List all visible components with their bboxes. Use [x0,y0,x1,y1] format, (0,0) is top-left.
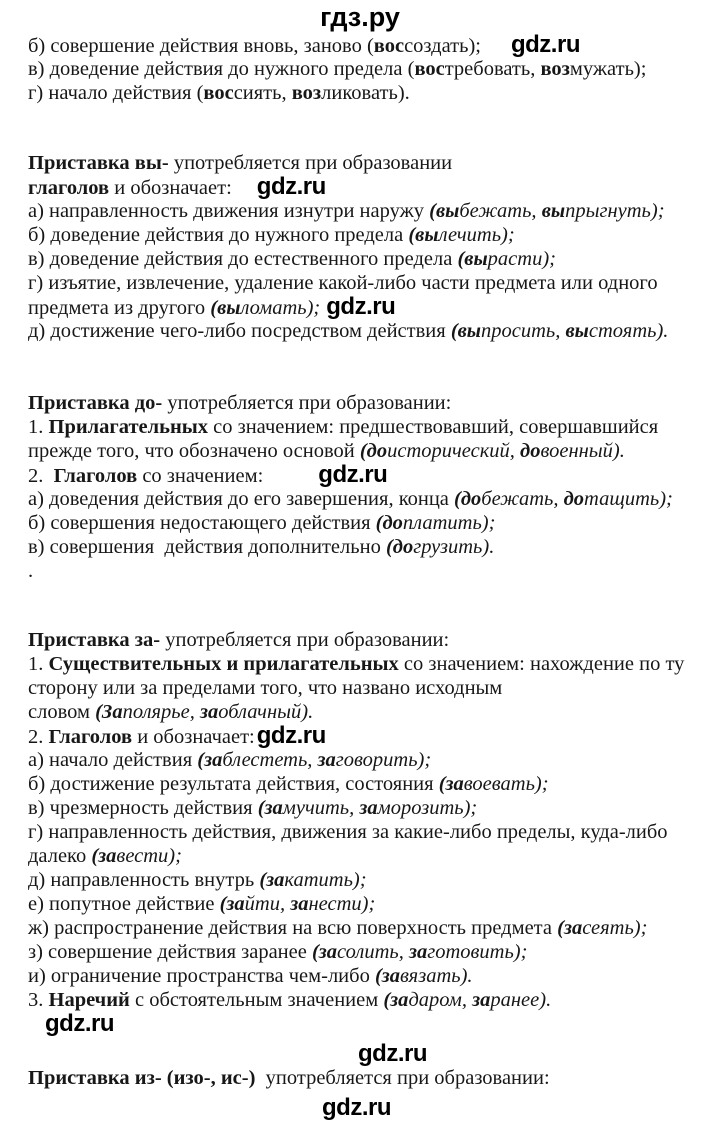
text-segment: употребляется при образовании: [260,1067,550,1089]
text-segment: употребляется при образовании: [165,629,450,651]
text-segment: тащить); [584,488,673,510]
text-segment: Приставка вы- [28,152,174,174]
text-segment: нести); [308,893,376,915]
text-line [28,1012,714,1036]
text-segment: (За [95,701,123,723]
text-segment: мужать); [569,58,647,80]
text-segment: г) начало действия ( [28,82,204,104]
text-segment: просить, [481,320,566,342]
gdz-watermark: gdz.ru [45,1010,114,1037]
text-line [28,559,714,583]
text-line [28,81,714,105]
text-segment: (до [454,488,482,510]
text-line [28,748,714,772]
text-line [28,439,714,463]
text-segment: Приставка до- [28,392,168,414]
text-segment: и обозначает: [137,726,255,748]
text-segment: употребляется при образовании: [167,392,452,414]
text-segment: (за [197,749,223,771]
text-segment: и обозначает: [114,177,232,199]
text-line [28,868,714,892]
text-line [28,295,714,319]
text-segment: Приставка из- (изо-, ис-) [28,1067,261,1089]
text-segment: далеко [28,845,92,867]
text-segment: сиять, [233,82,292,104]
text-line [28,175,714,199]
text-segment: (за [438,773,464,795]
text-segment: (вы [429,200,460,222]
document-body [0,33,720,1120]
text-segment: военный). [540,440,625,462]
text-segment: вести); [116,845,182,867]
text-segment: в) доведение действия до естественного предела [28,248,458,270]
gdz-watermark: gdz.ru [326,293,396,320]
text-line [28,391,714,415]
text-segment: за [359,797,378,819]
text-segment: употребляется при образовании [173,152,453,174]
text-segment: (вы [450,320,482,342]
text-segment: платить); [402,512,496,534]
gdz-watermark: gdz.ru [322,1094,391,1121]
section-prefix-vos-voz [28,33,714,105]
text-segment: ликовать). [321,82,410,104]
text-segment: в) совершения действия дополнительно [28,536,386,558]
text-segment: 1. [28,653,49,675]
text-segment: и) ограничение пространства чем-либо [28,965,375,987]
text-segment: д) достижение чего-либо посредством действия [28,320,451,342]
text-segment: прежде того, что обозначено основой [28,440,360,462]
text-line [28,652,714,676]
text-segment: словом [28,701,96,723]
text-line [28,319,714,343]
text-line [28,700,714,724]
text-segment: (за [383,989,409,1011]
text-segment: е) попутное действие [28,893,220,915]
text-segment: (за [257,797,283,819]
text-segment: сеять); [582,917,648,939]
text-segment: бежать, [481,488,564,510]
text-segment: за [472,989,491,1011]
text-segment: (вы [457,248,488,270]
text-segment: (до [375,512,403,534]
text-line [28,511,714,535]
text-segment: з) совершение действия заранее [28,941,312,963]
text-segment: бежать, [459,200,542,222]
text-segment: вязать). [400,965,473,987]
text-segment: блестеть, [222,749,318,771]
text-segment: а) начало действия [28,749,198,771]
text-segment: со значением: предшествовавший, совершавшийся [213,416,659,438]
text-segment: (до [359,440,388,462]
text-line [28,916,714,940]
text-line [28,151,714,175]
text-segment: (за [311,941,338,963]
text-segment: вос [203,82,234,104]
text-line [28,964,714,988]
text-segment: вы [541,200,566,222]
text-segment: со значением: нахождение по ту [403,653,685,675]
text-line [28,628,714,652]
text-line [28,940,714,964]
text-segment: солить, [337,941,409,963]
gdz-watermark: gdz.ru [256,173,326,200]
text-segment: полярье, [122,701,200,723]
text-segment: Глаголов [48,726,138,748]
text-segment: готовить); [427,941,528,963]
text-segment: г) изъятие, извлечение, удаление какой-либо части предмета или одного [28,272,658,294]
text-segment: в) доведение действия до нужного предела ( [28,58,415,80]
text-line [28,1042,714,1066]
text-line [28,1066,714,1090]
text-segment: б) совершения недостающего действия [28,512,376,534]
text-segment: а) направленность движения изнутри наружу [28,200,430,222]
text-line [28,247,714,271]
text-segment: сторону или за пределами того, что названо исходным [28,677,503,699]
text-line [28,223,714,247]
gdz-watermark: gdz.ru [358,1040,427,1067]
text-line [28,772,714,796]
text-segment: б) достижение результата действия, состояния [28,773,439,795]
text-line [28,463,714,487]
text-segment: за [317,749,336,771]
text-segment: морозить); [377,797,478,819]
text-line [28,844,714,868]
text-segment: ломать); [240,297,321,319]
text-segment: ж) распространение действия на всю поверхность предмета [28,917,558,939]
text-segment: (вы [210,297,241,319]
gdz-watermark: gdz.ru [318,461,388,488]
text-segment: за [199,701,219,723]
text-line [28,892,714,916]
text-segment: г) направленность действия, движения за какие-либо пределы, куда-либо [28,821,668,843]
text-segment: в) чрезмерность действия [28,797,258,819]
text-segment: Наречий [48,989,135,1011]
text-segment: Существительных и прилагательных [48,653,404,675]
text-segment: ранее). [490,989,552,1011]
text-line [28,487,714,511]
text-segment: за [290,893,309,915]
text-segment: создать); [404,35,481,57]
text-segment: (до [385,536,414,558]
text-segment: грузить). [413,536,495,558]
text-segment: воз [291,82,322,104]
text-segment: йти, [244,893,291,915]
text-segment: расти); [487,248,556,270]
section-prefix-za-iz [28,628,714,1120]
text-segment: говорить); [335,749,432,771]
text-line [28,988,714,1012]
text-segment: 1. [28,416,49,438]
text-segment: прыгнуть); [565,200,665,222]
text-line [28,415,714,439]
text-segment: вы [565,320,589,342]
text-segment: (за [259,869,285,891]
text-line [28,57,714,81]
text-segment: 3. [28,989,49,1011]
text-segment: стоять). [588,320,669,342]
text-segment: мучить, [282,797,360,819]
text-line [28,796,714,820]
text-segment: Приставка за- [28,629,166,651]
text-line [28,33,714,57]
text-segment: исторический, [387,440,521,462]
text-line [28,1096,714,1120]
text-segment: . [28,560,34,582]
text-segment: (за [374,965,401,987]
text-segment: (за [91,845,117,867]
text-segment: (вы [408,224,439,246]
text-line [28,676,714,700]
text-segment: а) доведения действия до его завершения, конца [28,488,455,510]
text-line [28,820,714,844]
text-segment: 2. [28,726,49,748]
text-segment: со значением: [142,465,264,487]
text-segment: (за [219,893,245,915]
section-prefix-do [28,391,714,583]
text-segment: воз [540,58,570,80]
text-segment: предмета из другого [28,297,211,319]
text-line [28,724,714,748]
text-segment: катить); [284,869,367,891]
text-segment: вос [373,35,405,57]
text-segment: даром, [408,989,473,1011]
text-segment: б) совершение действия вновь, заново ( [28,35,374,57]
text-segment: глаголов [28,177,115,199]
text-segment: Глаголов [53,465,143,487]
text-segment: облачный). [218,701,314,723]
text-segment: Прилагательных [48,416,214,438]
gdz-watermark: gdz.ru [510,31,580,58]
text-line [28,271,714,295]
section-prefix-vy [28,151,714,343]
text-segment: за [408,941,428,963]
text-segment: требовать, [444,58,541,80]
text-segment: вос [414,58,445,80]
text-segment: б) доведение действия до нужного предела [28,224,409,246]
text-line [28,535,714,559]
text-segment: до [563,488,585,510]
gdz-watermark: gdz.ru [256,722,326,749]
text-segment: с обстоятельным значением [135,989,384,1011]
text-segment: (за [557,917,583,939]
page-title: гдз.ру [320,2,400,32]
text-line [28,199,714,223]
text-segment: до [520,440,541,462]
text-segment: лечить); [438,224,515,246]
text-segment: 2. [28,465,54,487]
text-segment: д) направленность внутрь [28,869,260,891]
text-segment: воевать); [463,773,549,795]
